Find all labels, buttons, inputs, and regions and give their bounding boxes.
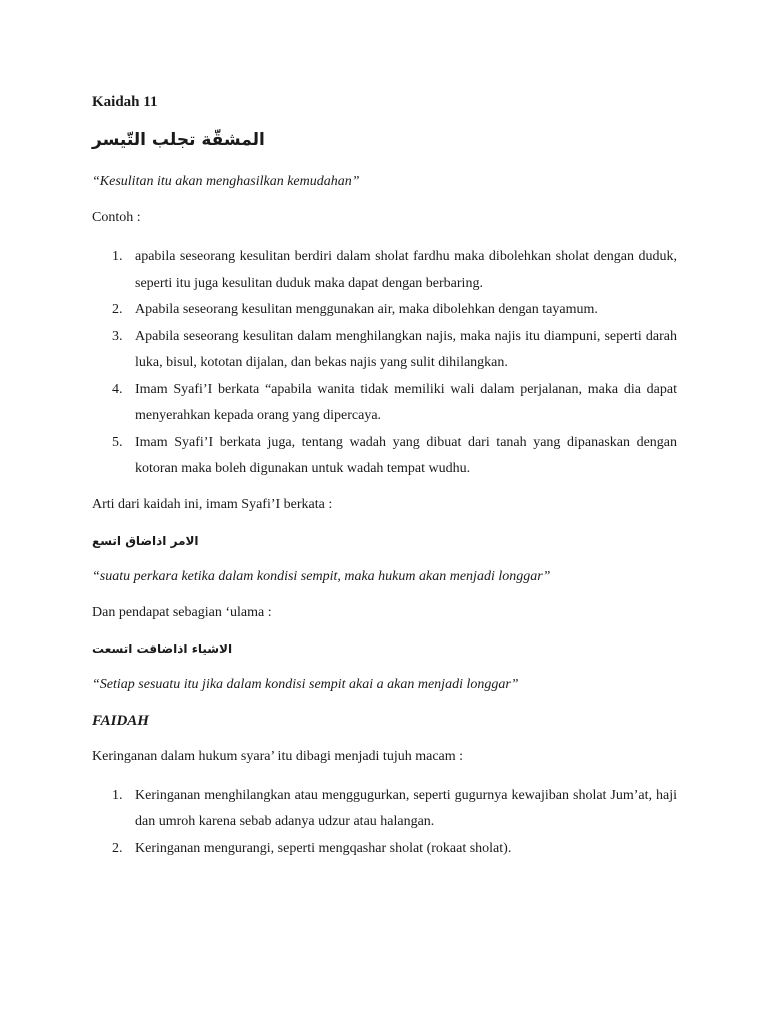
list-item <box>92 430 677 483</box>
list-number: 5. <box>112 434 123 450</box>
list-number: 1. <box>112 249 123 264</box>
rule-translation: “Kesulitan itu akan menghasilkan kemudahan” <box>92 174 360 189</box>
list-number: 2. <box>112 840 123 856</box>
faidah-heading: FAIDAH <box>92 712 149 729</box>
list-item <box>92 244 677 297</box>
ulama-intro: Dan pendapat sebagian ‘ulama : <box>92 604 272 620</box>
list-text: Apabila seseorang kesulitan dalam menghilangkan najis, maka najis itu diampuni, seperti darah luka, bisul, kototan dijalan, dan bekas najis yang sulit dihilangkan. <box>135 328 677 370</box>
list-item <box>92 324 677 377</box>
list-item <box>92 836 677 863</box>
list-number: 2. <box>112 302 123 317</box>
list-item <box>92 783 677 836</box>
arabic-rule: المشقّة تجلب التّيسر <box>92 130 265 150</box>
heading-kaidah: Kaidah 11 <box>92 94 158 110</box>
arti-intro: Arti dari kaidah ini, imam Syafi’I berkata : <box>92 496 333 512</box>
list-text: Keringanan menghilangkan atau menggugurkan, seperti gugurnya kewajiban sholat Jum’at, haji dan umroh karena sebab adanya udzur atau halangan. <box>135 787 677 829</box>
arabic-quote-1: الامر اذاضاق اتسع <box>92 533 199 548</box>
list-number: 1. <box>112 787 123 803</box>
arabic-quote-2: الاشياء اذاضاقت اتسعت <box>92 641 233 656</box>
list-text: Keringanan mengurangi, seperti mengqashar sholat (rokaat sholat). <box>135 840 512 856</box>
examples-label: Contoh : <box>92 210 141 225</box>
faidah-list <box>92 783 677 863</box>
list-text: Apabila seseorang kesulitan menggunakan air, maka dibolehkan dengan tayamum. <box>135 302 598 317</box>
faidah-intro: Keringanan dalam hukum syara’ itu dibagi menjadi tujuh macam : <box>92 748 464 764</box>
examples-list <box>92 244 677 483</box>
list-item <box>92 297 677 324</box>
list-text: Imam Syafi’I berkata juga, tentang wadah yang dibuat dari tanah yang dipanaskan dengan kotoran maka boleh digunakan untuk wadah tempat wudhu. <box>135 434 677 476</box>
quote-1-translation: “suatu perkara ketika dalam kondisi sempit, maka hukum akan menjadi longgar” <box>92 568 551 584</box>
list-number: 3. <box>112 328 123 344</box>
list-text: apabila seseorang kesulitan berdiri dalam sholat fardhu maka dibolehkan sholat dengan duduk, seperti itu juga kesulitan duduk maka dapat dengan berbaring. <box>135 249 677 291</box>
list-item <box>92 377 677 430</box>
document-page <box>92 92 677 874</box>
list-number: 4. <box>112 381 123 397</box>
quote-2-translation: “Setiap sesuatu itu jika dalam kondisi sempit akai a akan menjadi longgar” <box>92 676 519 692</box>
list-text: Imam Syafi’I berkata “apabila wanita tidak memiliki wali dalam perjalanan, maka dia dapat menyerahkan kepada orang yang dipercaya. <box>135 381 677 423</box>
